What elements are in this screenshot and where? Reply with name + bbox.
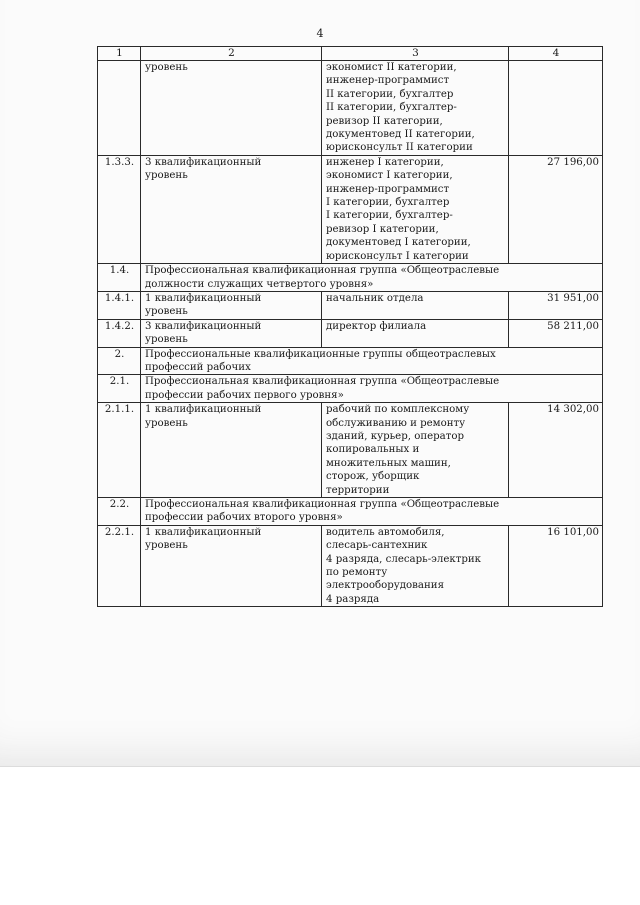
header-cell: 1: [98, 47, 141, 61]
header-cell: 3: [322, 47, 509, 61]
positions: начальник отдела: [322, 291, 509, 319]
group-title: Профессиональные квалификационные группы общеотраслевых профессий рабочих: [141, 347, 603, 375]
group-title: Профессиональная квалификационная группа «Общеотраслевые профессии рабочих первого уровня»: [141, 375, 603, 403]
salary-value: 58 211,00: [509, 319, 603, 347]
row-number: 2.2.: [98, 498, 141, 526]
row-number: [98, 61, 141, 156]
row-number: 1.3.3.: [98, 155, 141, 263]
table-header-row: [98, 47, 603, 61]
qualification-level: 3 квалификационный уровень: [141, 155, 322, 263]
positions: директор филиала: [322, 319, 509, 347]
qualification-level: уровень: [141, 61, 322, 156]
group-title: Профессиональная квалификационная группа «Общеотраслевые профессии рабочих второго уровня»: [141, 498, 603, 526]
qualification-level: 1 квалификационный уровень: [141, 291, 322, 319]
qualification-level: 1 квалификационный уровень: [141, 403, 322, 498]
salary-table-body: [98, 47, 603, 607]
header-cell: 4: [509, 47, 603, 61]
group-row: [98, 498, 603, 526]
salary-value: 14 302,00: [509, 403, 603, 498]
table-row: [98, 291, 603, 319]
salary-value: 16 101,00: [509, 525, 603, 606]
qualification-level: 3 квалификационный уровень: [141, 319, 322, 347]
page-number: 4: [316, 27, 324, 40]
table-row: [98, 61, 603, 156]
row-number: 2.1.1.: [98, 403, 141, 498]
row-number: 1.4.2.: [98, 319, 141, 347]
row-number: 1.4.: [98, 264, 141, 292]
salary-table: [97, 46, 603, 607]
positions: рабочий по комплексному обслуживанию и ремонту зданий, курьер, оператор копировальных и множительных машин, сторож, уборщик территории: [322, 403, 509, 498]
group-row: [98, 347, 603, 375]
row-number: 2.2.1.: [98, 525, 141, 606]
header-cell: 2: [141, 47, 322, 61]
table-row: [98, 525, 603, 606]
positions: инженер I категории, экономист I категории, инженер-программист I категории, бухгалтер I категории, бухгалтер- ревизор I категории, документовед I категории, юрисконсульт I категории: [322, 155, 509, 263]
qualification-level: 1 квалификационный уровень: [141, 525, 322, 606]
row-number: 1.4.1.: [98, 291, 141, 319]
group-row: [98, 375, 603, 403]
row-number: 2.1.: [98, 375, 141, 403]
salary-value: 27 196,00: [509, 155, 603, 263]
salary-value: [509, 61, 603, 156]
row-number: 2.: [98, 347, 141, 375]
table-row: [98, 155, 603, 263]
positions: водитель автомобиля, слесарь-сантехник 4 разряда, слесарь-электрик по ремонту электрооборудования 4 разряда: [322, 525, 509, 606]
table-row: [98, 403, 603, 498]
group-row: [98, 264, 603, 292]
positions: экономист II категории, инженер-программист II категории, бухгалтер II категории, бухгалтер- ревизор II категории, документовед II категории, юрисконсульт II категории: [322, 61, 509, 156]
table-row: [98, 319, 603, 347]
salary-value: 31 951,00: [509, 291, 603, 319]
group-title: Профессиональная квалификационная группа «Общеотраслевые должности служащих четвертого уровня»: [141, 264, 603, 292]
